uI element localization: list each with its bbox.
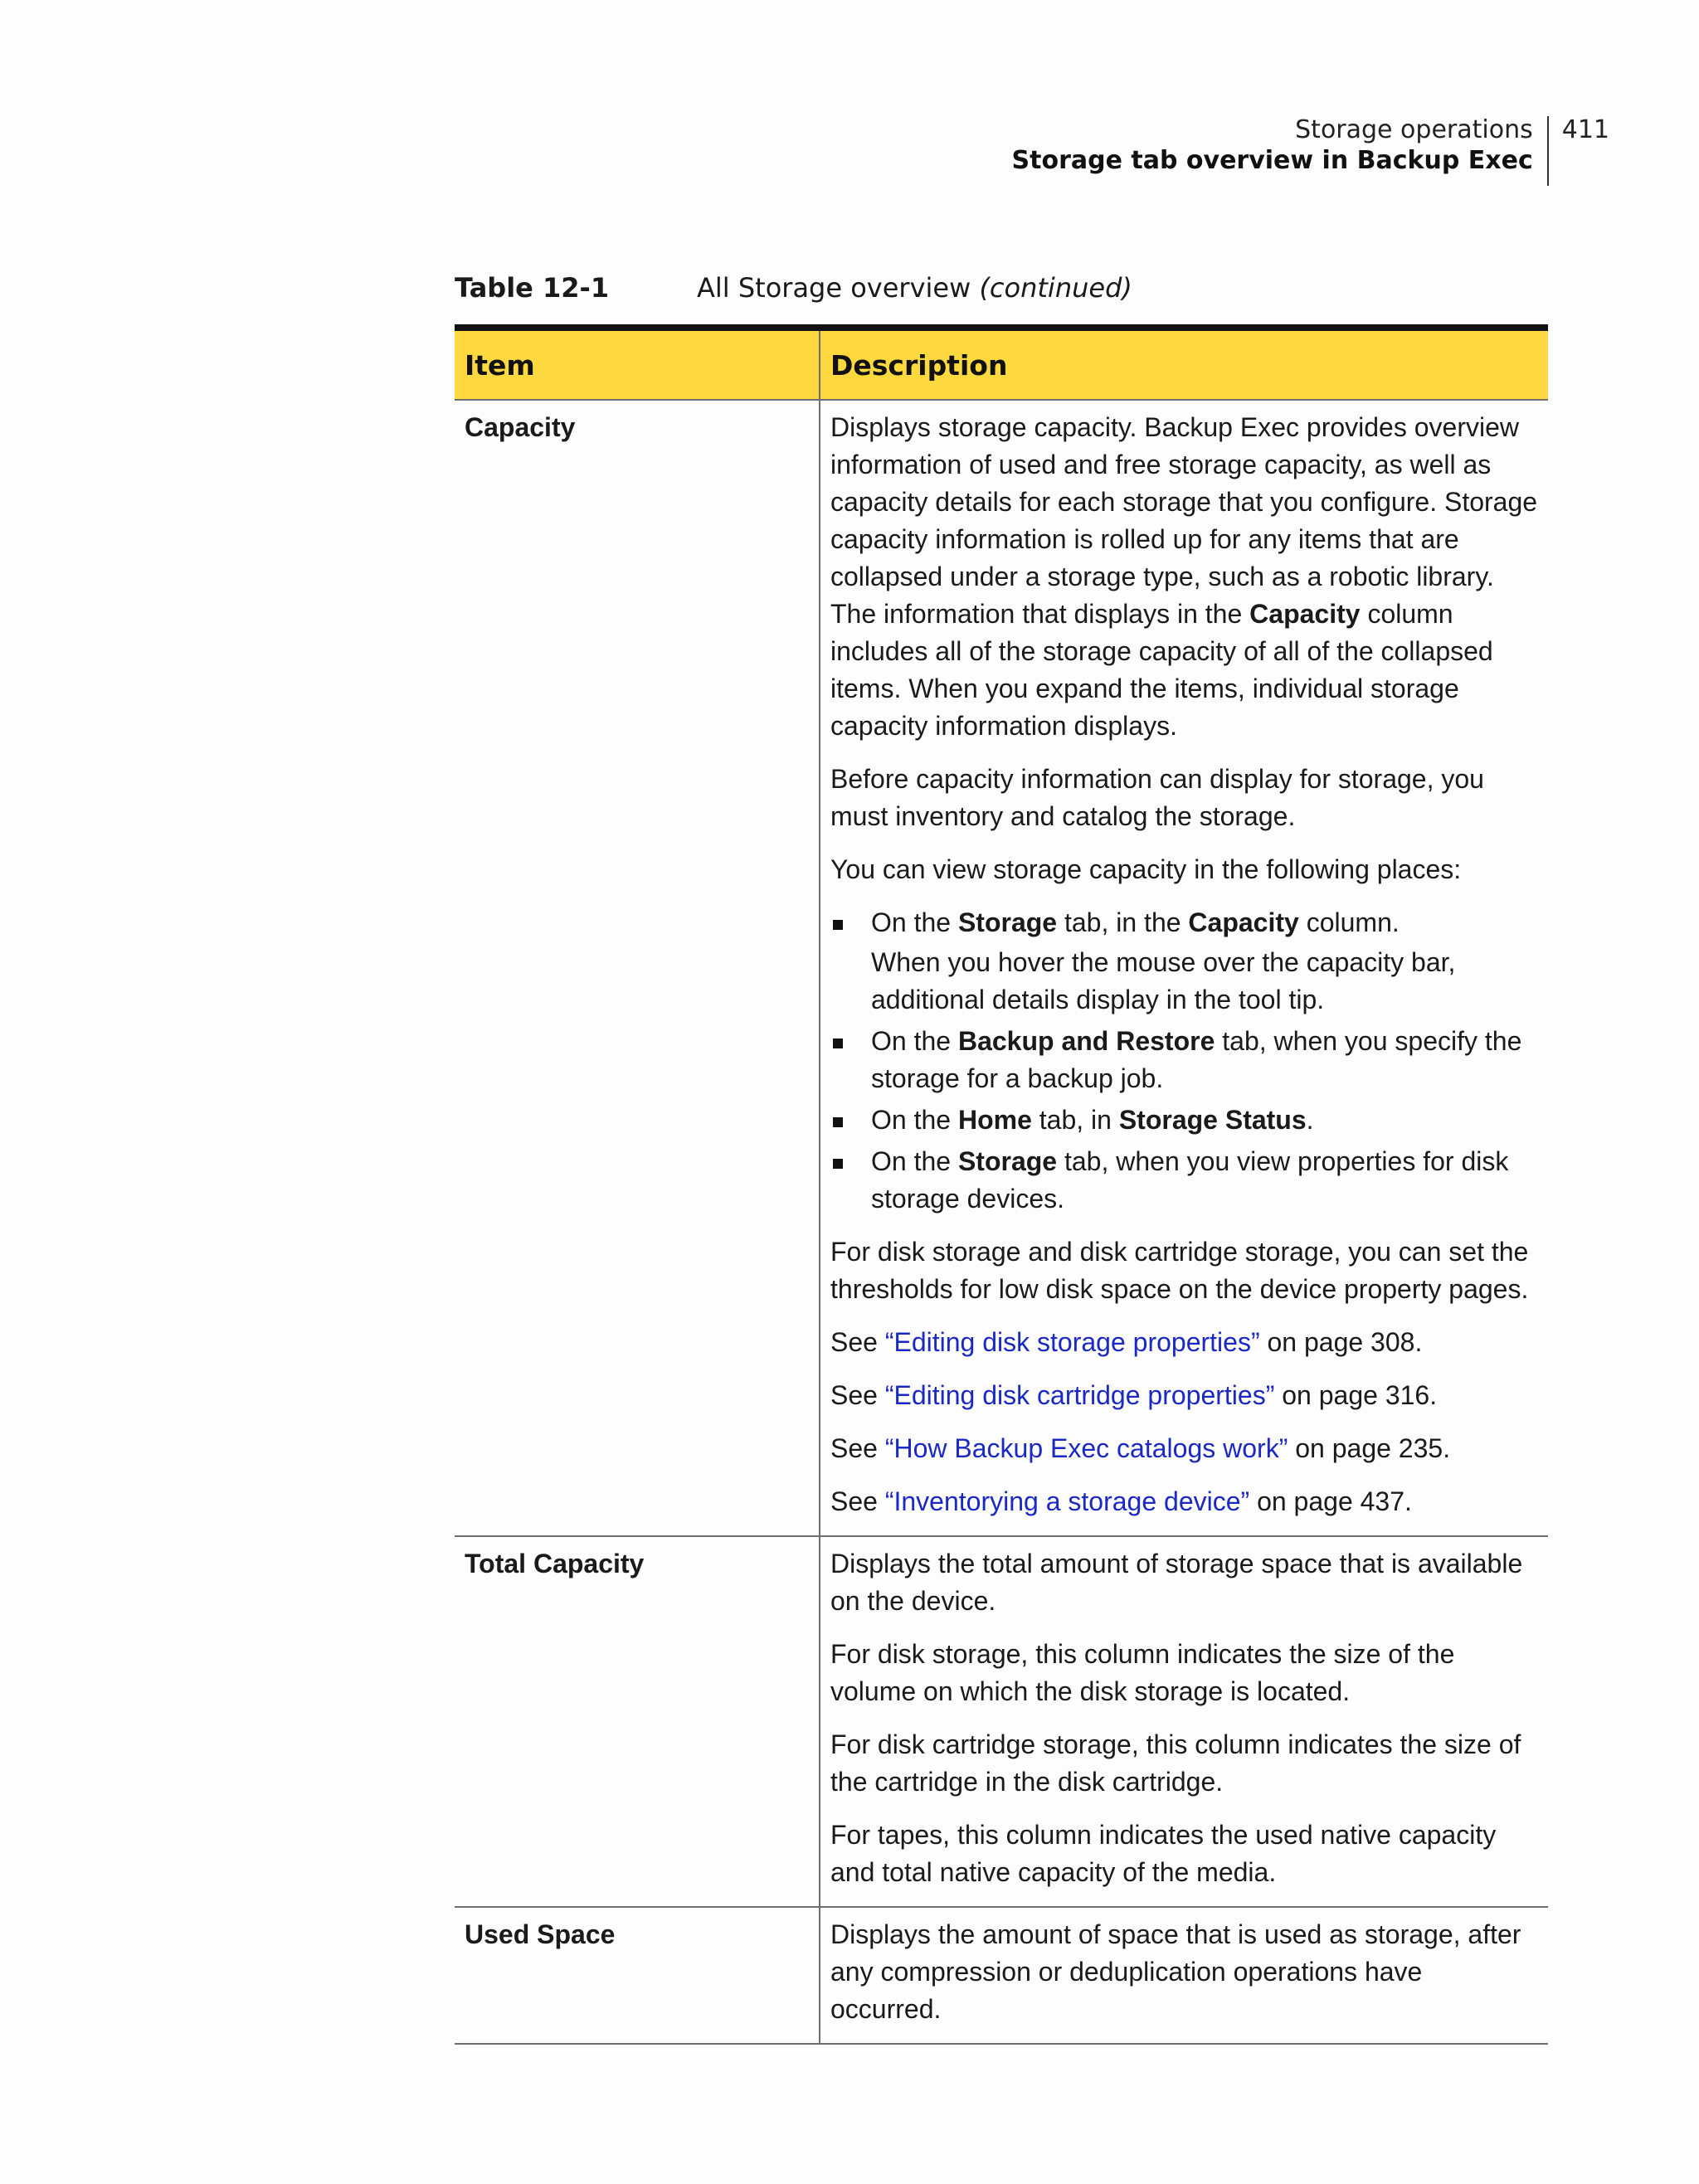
page-number: 411	[1561, 115, 1609, 144]
table-continued-label: (continued)	[979, 272, 1132, 304]
description-paragraph	[830, 409, 1538, 745]
text-run: tab, in	[1031, 1105, 1119, 1135]
item-cell: Total Capacity	[455, 1536, 820, 1907]
bullet-item	[830, 1143, 1538, 1218]
table-title: All Storage overview	[697, 272, 971, 304]
item-cell: Used Space	[455, 1907, 820, 2044]
text-run: On the	[871, 907, 958, 937]
section-title: Storage operations	[1295, 115, 1533, 144]
text-run: on page 235.	[1288, 1433, 1451, 1463]
cross-reference-link[interactable]: “Inventorying a storage device”	[884, 1486, 1250, 1516]
text-run: On the	[871, 1146, 958, 1176]
table-header-row	[455, 328, 1548, 400]
table-row-total-capacity	[455, 1536, 1548, 1907]
description-paragraph: For tapes, this column indicates the used native capacity and total native capacity of the media.	[830, 1820, 1497, 1887]
bold-term: Storage Status	[1118, 1105, 1307, 1135]
cross-reference-link[interactable]: “Editing disk cartridge properties”	[884, 1380, 1275, 1410]
bold-term: Capacity	[1249, 599, 1361, 629]
text-run: column.	[1298, 907, 1400, 937]
description-cell	[820, 1536, 1548, 1907]
storage-overview-table	[455, 324, 1548, 2045]
bold-term: Home	[957, 1105, 1032, 1135]
description-paragraph: Before capacity information can display for storage, you must inventory and catalog the storage.	[830, 764, 1484, 831]
description-cell	[820, 400, 1548, 1536]
table-number: Table 12-1	[455, 272, 610, 304]
see-also-reference	[830, 1430, 1538, 1467]
bold-term: Capacity	[1188, 907, 1299, 937]
column-header-description: Description	[820, 328, 1548, 400]
table-row-used-space	[455, 1907, 1548, 2044]
description-paragraph: Displays the amount of space that is used as storage, after any compression or deduplication operations have occurred.	[830, 1919, 1521, 2024]
see-also-reference	[830, 1377, 1538, 1414]
chapter-title: Storage tab overview in Backup Exec	[1011, 146, 1533, 175]
description-paragraph: For disk storage, this column indicates the size of the volume on which the disk storage is located.	[830, 1639, 1455, 1706]
text-run: column includes all of the storage capacity of all of the collapsed items. When you expand the items, individual storage capacity information displays.	[830, 599, 1493, 741]
description-paragraph: For disk cartridge storage, this column indicates the size of the cartridge in the disk cartridge.	[830, 1729, 1521, 1797]
text-run: On the	[871, 1105, 958, 1135]
text-run: See	[830, 1433, 885, 1463]
text-run: On the	[871, 1026, 958, 1056]
text-run: See	[830, 1327, 885, 1357]
cross-reference-link[interactable]: “Editing disk storage properties”	[884, 1327, 1260, 1357]
text-run: tab, when you view properties for disk storage devices.	[871, 1146, 1509, 1214]
item-cell: Capacity	[455, 400, 820, 1536]
column-header-item: Item	[455, 328, 820, 400]
bullet-item	[830, 904, 1538, 1019]
bullet-list	[830, 904, 1538, 1218]
text-run: See	[830, 1486, 885, 1516]
bullet-item	[830, 1023, 1538, 1097]
description-paragraph: You can view storage capacity in the following places:	[830, 854, 1462, 884]
bold-term: Storage	[957, 1146, 1058, 1176]
text-run: .	[1306, 1105, 1314, 1135]
running-header	[1012, 114, 1609, 186]
see-also-reference	[830, 1324, 1538, 1361]
text-run: See	[830, 1380, 885, 1410]
table-title-group	[697, 270, 1132, 305]
bold-term: Backup and Restore	[957, 1026, 1215, 1056]
description-cell	[820, 1907, 1548, 2044]
bullet-subtext: When you hover the mouse over the capacity bar, additional details display in the tool tip.	[871, 947, 1456, 1014]
text-run: on page 308.	[1259, 1327, 1423, 1357]
text-run: on page 316.	[1274, 1380, 1438, 1410]
cross-reference-link[interactable]: “How Backup Exec catalogs work”	[884, 1433, 1288, 1463]
text-run: on page 437.	[1249, 1486, 1412, 1516]
text-run: tab, in the	[1057, 907, 1189, 937]
description-paragraph: For disk storage and disk cartridge storage, you can set the thresholds for low disk space on the device property pages.	[830, 1237, 1529, 1304]
text-run: Displays storage capacity. Backup Exec provides overview information of used and free storage capacity, as well as capacity details for each storage that you configure. Storage capacity information is rolled up for any items that are collapsed under a storage type, such as a robotic library. The information that displays in the	[830, 412, 1538, 629]
table-row-capacity	[455, 400, 1548, 1536]
see-also-reference	[830, 1483, 1538, 1520]
bold-term: Storage	[957, 907, 1058, 937]
bullet-item	[830, 1102, 1538, 1139]
description-paragraph: Displays the total amount of storage space that is available on the device.	[830, 1549, 1523, 1616]
text-run: tab, when you specify the storage for a backup job.	[871, 1026, 1522, 1093]
running-header-text	[1012, 114, 1547, 186]
